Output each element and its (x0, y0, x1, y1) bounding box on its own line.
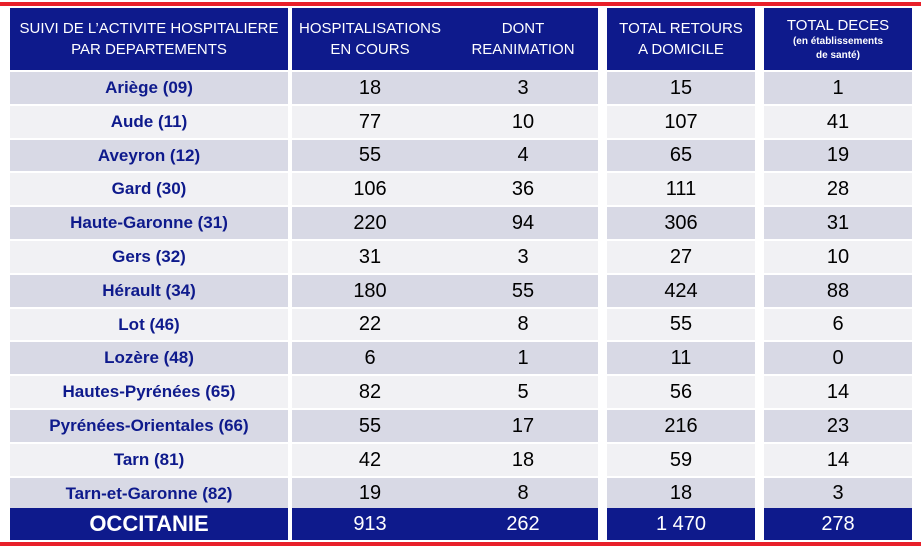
department-cell: Haute-Garonne (31) (10, 207, 288, 239)
retours-cell: 424 (607, 275, 755, 307)
hospitalisations-cell: 55 (292, 410, 448, 442)
hospitalisations-cell: 220 (292, 207, 448, 239)
retours-cell: 59 (607, 444, 755, 476)
hospitalisations-cell: 180 (292, 275, 448, 307)
reanimation-cell: 1 (448, 342, 598, 374)
retours-cell: 216 (607, 410, 755, 442)
retours-cell: 306 (607, 207, 755, 239)
header-reanimation-line2: REANIMATION (471, 41, 575, 58)
top-red-rule (0, 2, 921, 6)
header-hospitalisations-line1: HOSPITALISATIONS (299, 20, 441, 37)
header-retours-line2: A DOMICILE (638, 41, 724, 58)
reanimation-cell: 3 (448, 72, 598, 104)
hospitalisations-cell: 55 (292, 140, 448, 171)
retours-cell: 15 (607, 72, 755, 104)
retours-cell: 107 (607, 106, 755, 138)
reanimation-cell: 18 (448, 444, 598, 476)
header-reanimation (448, 8, 598, 70)
deces-cell: 10 (764, 241, 912, 273)
department-cell: Aude (11) (10, 106, 288, 138)
reanimation-cell: 94 (448, 207, 598, 239)
deces-cell: 31 (764, 207, 912, 239)
retours-cell: 27 (607, 241, 755, 273)
deces-cell: 28 (764, 173, 912, 205)
hospitalisations-cell: 19 (292, 478, 448, 509)
header-deces-title: TOTAL DECES (786, 16, 890, 34)
header-department-line1: SUIVI DE L’ACTIVITE HOSPITALIERE (19, 20, 279, 37)
header-deces (764, 8, 912, 70)
bottom-red-rule (0, 542, 921, 546)
hospitalisations-cell: 31 (292, 241, 448, 273)
deces-cell: 14 (764, 376, 912, 408)
total-hospitalisations-cell: 913 (292, 508, 448, 540)
deces-cell: 23 (764, 410, 912, 442)
hospitalisations-cell: 22 (292, 309, 448, 340)
reanimation-cell: 36 (448, 173, 598, 205)
reanimation-cell: 8 (448, 478, 598, 509)
total-deces-cell: 278 (764, 508, 912, 540)
department-cell: Lozère (48) (10, 342, 288, 374)
header-department (10, 8, 288, 70)
reanimation-cell: 5 (448, 376, 598, 408)
deces-cell: 1 (764, 72, 912, 104)
total-department-cell: OCCITANIE (10, 508, 288, 540)
deces-cell: 14 (764, 444, 912, 476)
hospitalisations-cell: 106 (292, 173, 448, 205)
total-retours-cell: 1 470 (607, 508, 755, 540)
deces-cell: 88 (764, 275, 912, 307)
deces-cell: 6 (764, 309, 912, 340)
department-cell: Gers (32) (10, 241, 288, 273)
reanimation-cell: 55 (448, 275, 598, 307)
header-reanimation-line1: DONT (501, 20, 545, 37)
department-cell: Lot (46) (10, 309, 288, 340)
retours-cell: 18 (607, 478, 755, 509)
hospitalisations-cell: 77 (292, 106, 448, 138)
hospitalisations-cell: 42 (292, 444, 448, 476)
deces-cell: 3 (764, 478, 912, 509)
reanimation-cell: 10 (448, 106, 598, 138)
header-deces-sub2: de santé) (816, 49, 860, 61)
deces-cell: 0 (764, 342, 912, 374)
header-deces-sub1: (en établissements (792, 35, 884, 47)
department-cell: Hautes-Pyrénées (65) (10, 376, 288, 408)
retours-cell: 55 (607, 309, 755, 340)
header-hospitalisations-line2: EN COURS (330, 41, 410, 58)
department-cell: Tarn-et-Garonne (82) (10, 478, 288, 509)
hospitalisations-cell: 6 (292, 342, 448, 374)
retours-cell: 56 (607, 376, 755, 408)
reanimation-cell: 4 (448, 140, 598, 171)
hospitalisations-cell: 18 (292, 72, 448, 104)
reanimation-cell: 8 (448, 309, 598, 340)
retours-cell: 65 (607, 140, 755, 171)
reanimation-cell: 17 (448, 410, 598, 442)
department-cell: Pyrénées-Orientales (66) (10, 410, 288, 442)
deces-cell: 19 (764, 140, 912, 171)
deces-cell: 41 (764, 106, 912, 138)
hospitalisations-cell: 82 (292, 376, 448, 408)
header-hospitalisations (292, 8, 448, 70)
department-cell: Gard (30) (10, 173, 288, 205)
department-cell: Tarn (81) (10, 444, 288, 476)
retours-cell: 11 (607, 342, 755, 374)
header-retours-line1: TOTAL RETOURS (619, 20, 743, 37)
header-retours (607, 8, 755, 70)
total-reanimation-cell: 262 (448, 508, 598, 540)
department-cell: Ariège (09) (10, 72, 288, 104)
department-cell: Aveyron (12) (10, 140, 288, 171)
header-department-line2: PAR DEPARTEMENTS (71, 41, 227, 58)
department-cell: Hérault (34) (10, 275, 288, 307)
reanimation-cell: 3 (448, 241, 598, 273)
retours-cell: 111 (607, 173, 755, 205)
